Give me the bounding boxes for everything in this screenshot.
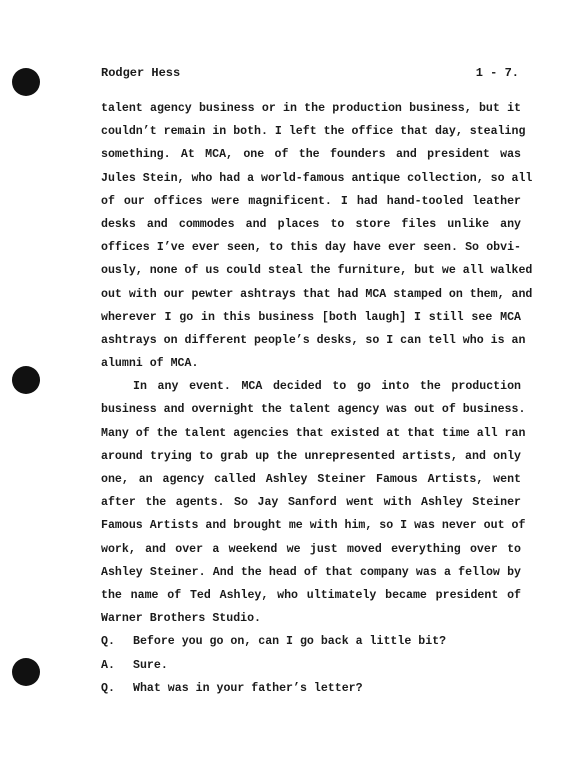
text-line: alumni of MCA. [101,357,199,371]
text-line: out with our pewter ashtrays that had MCA stamped on them, and [101,287,533,301]
text-line: talent agency business or in the production business, but it [101,102,521,115]
page-header [101,66,519,84]
text-line: around trying to grab up the unrepresented artists, and only [101,449,521,463]
text-line: Ashley Steiner. And the head of that company was a fellow by [101,565,521,579]
text-line: ashtrays on different people’s desks, so I can tell who is an [101,333,526,347]
text-line: one, an agency called Ashley Steiner Famous Artists, went [101,473,521,486]
text-line: desks and commodes and places to store files unlike any [101,217,521,231]
text-line: work, and over a weekend we just moved everything over to [101,542,521,556]
text-line: In any event. MCA decided to go into the production [133,380,521,394]
punch-hole-bottom [12,658,40,686]
punch-hole-top [12,68,40,96]
punch-hole-middle [12,366,40,394]
text-line: Famous Artists and brought me with him, so I was never out of [101,519,526,533]
transcript-body [101,97,533,700]
text-line: the name of Ted Ashley, who ultimately became president of [101,588,521,602]
text-line: Many of the talent agencies that existed at that time all ran [101,426,526,440]
paragraph-1 [101,97,533,375]
text-line: couldn’t remain in both. I left the office that day, stealing [101,125,526,139]
text-line: Warner Brothers Studio. [101,612,262,626]
qa-text: What was in your father’s letter? [133,681,363,695]
text-line: wherever I go in this business [both laugh] I still see MCA [101,310,521,324]
paragraph-2 [101,375,526,630]
text-line: Jules Stein, who had a world-famous antique collection, so all [101,171,533,185]
text-line: offices I’ve ever seen, to this day have ever seen. So obvi- [101,241,521,255]
qa-text: Before you go on, can I go back a little bit? [133,635,447,649]
qa-speaker: A. [101,658,115,672]
qa-text: Sure. [133,658,168,672]
header-author: Rodger Hess [101,66,181,80]
qa-speaker: Q. [101,635,115,649]
qa-speaker: Q. [101,681,115,695]
text-line: of our offices were magnificent. I had hand-tooled leather [101,194,521,208]
qa-exchange [101,630,521,700]
text-line: ously, none of us could steal the furniture, but we all walked [101,264,533,278]
header-page-number: 1 - 7. [475,66,519,80]
qa-line [101,677,521,700]
text-line: after the agents. So Jay Sanford went with Ashley Steiner [101,496,521,510]
text-line: business and overnight the talent agency was out of business. [101,403,526,417]
qa-line [101,630,521,653]
text-line: something. At MCA, one of the founders and president was [101,148,521,162]
qa-line [101,654,521,677]
